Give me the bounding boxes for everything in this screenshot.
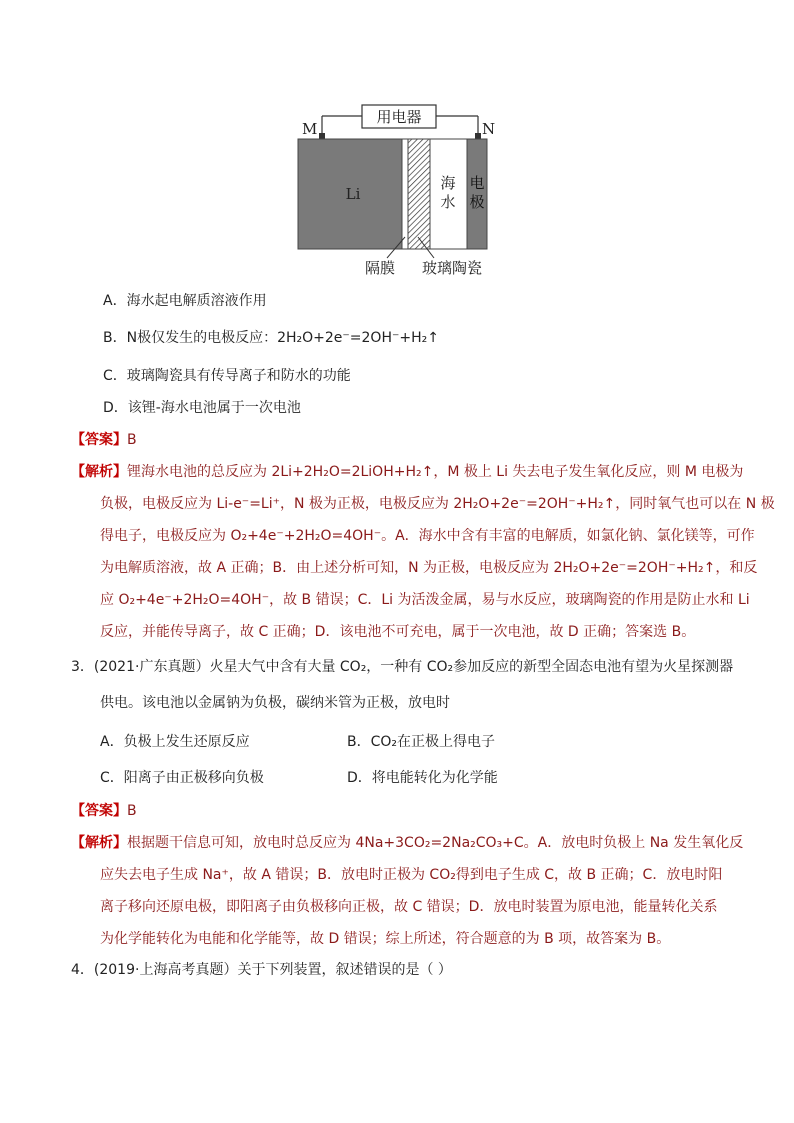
q3-analysis-line-0: 【解析】根据题干信息可知，放电时总反应为 4Na+3CO₂=2Na₂CO₃+C。A．放电时负极上 Na 发生氧化反 xyxy=(71,835,744,851)
terminal-m-block xyxy=(319,133,325,139)
device-label: 用电器 xyxy=(376,108,422,126)
q2-option-b xyxy=(103,328,439,348)
q3-option-c: C．阳离子由正极移向负极 xyxy=(100,770,264,786)
battery-diagram xyxy=(292,100,502,280)
q4-stem: 4．(2019·上海高考真题）关于下列装置，叙述错误的是（ ） xyxy=(71,962,452,978)
q3-analysis-tag: 【解析】 xyxy=(71,835,127,851)
q2-analysis-line-3: 为电解质溶液，故 A 正确；B．由上述分析可知，N 为正极，电极反应为 2H₂O+2e⁻=2OH⁻+H₂↑，和反 xyxy=(100,560,758,576)
q3-analysis-line-2: 离子移向还原电极，即阳离子由负极移向正极，故 C 错误；D．放电时装置为原电池，能量转化关系 xyxy=(100,899,718,915)
q3-answer xyxy=(71,801,137,821)
terminal-m-label: M xyxy=(302,120,318,138)
q2-analysis-line-1: 负极，电极反应为 Li-e⁻=Li⁺，N 极为正极，电极反应为 2H₂O+2e⁻=2OH⁻+H₂↑，同时氧气也可以在 N 极 xyxy=(100,496,775,512)
q2-answer-value: B xyxy=(127,432,137,448)
separator xyxy=(402,139,408,249)
q2-analysis-line-0: 【解析】锂海水电池的总反应为 2Li+2H₂O=2LiOH+H₂↑，M 极上 Li 失去电子发生氧化反应，则 M 电极为 xyxy=(71,464,744,480)
q3-answer-tag: 【答案】 xyxy=(71,803,127,819)
terminal-n-block xyxy=(475,133,481,139)
li-label: Li xyxy=(345,185,361,203)
q2-option-b-prefix: B．N极仅发生的电极反应： xyxy=(103,330,278,346)
seawater-label-2: 水 xyxy=(440,193,456,211)
q2-analysis-tag: 【解析】 xyxy=(71,464,127,480)
separator-label: 隔膜 xyxy=(364,259,396,277)
glass-ceramic xyxy=(408,139,430,249)
electrode-label-1: 电 xyxy=(469,174,485,192)
q2-analysis-line-5: 反应，并能传导离子，故 C 正确；D．该电池不可充电，属于一次电池，故 D 正确；答案选 B。 xyxy=(100,624,696,640)
terminal-n-label: N xyxy=(482,120,496,138)
q3-option-d: D．将电能转化为化学能 xyxy=(347,770,498,786)
q3-analysis-line-1: 应失去电子生成 Na⁺，故 A 错误；B．放电时正极为 CO₂得到电子生成 C，故 B 正确；C．放电时阳 xyxy=(100,867,723,883)
q3-option-b: B．CO₂在正极上得电子 xyxy=(347,734,496,750)
q3-answer-value: B xyxy=(127,803,137,819)
q3-stem-line-0: 3．(2021·广东真题）火星大气中含有大量 CO₂，一种有 CO₂参加反应的新型全固态电池有望为火星探测器 xyxy=(71,659,734,675)
q2-analysis-line-2: 得电子，电极反应为 O₂+4e⁻+2H₂O=4OH⁻。A．海水中含有丰富的电解质，如氯化钠、氯化镁等，可作 xyxy=(100,528,755,544)
seawater-label-1: 海 xyxy=(440,174,456,192)
q2-option-a: A．海水起电解质溶液作用 xyxy=(103,293,267,309)
ceramic-label: 玻璃陶瓷 xyxy=(421,259,483,277)
electrode-label-2: 极 xyxy=(469,193,485,211)
q2-option-c: C．玻璃陶瓷具有传导离子和防水的功能 xyxy=(103,368,351,384)
q2-option-b-formula: 2H₂O+2e⁻=2OH⁻+H₂↑ xyxy=(277,330,439,346)
q3-analysis-line-3: 为化学能转化为电能和化学能等，故 D 错误；综上所述，符合题意的为 B 项，故答案为 B。 xyxy=(100,931,671,947)
q2-option-d: D．该锂-海水电池属于一次电池 xyxy=(103,400,301,416)
q3-option-a: A．负极上发生还原反应 xyxy=(100,734,250,750)
q3-stem-line-1: 供电。该电池以金属钠为负极，碳纳米管为正极，放电时 xyxy=(100,695,450,711)
q2-answer xyxy=(71,430,137,450)
q2-analysis-line-4: 应 O₂+4e⁻+2H₂O=4OH⁻，故 B 错误；C．Li 为活泼金属，易与水反应，玻璃陶瓷的作用是防止水和 Li xyxy=(100,592,750,608)
q2-answer-tag: 【答案】 xyxy=(71,432,127,448)
